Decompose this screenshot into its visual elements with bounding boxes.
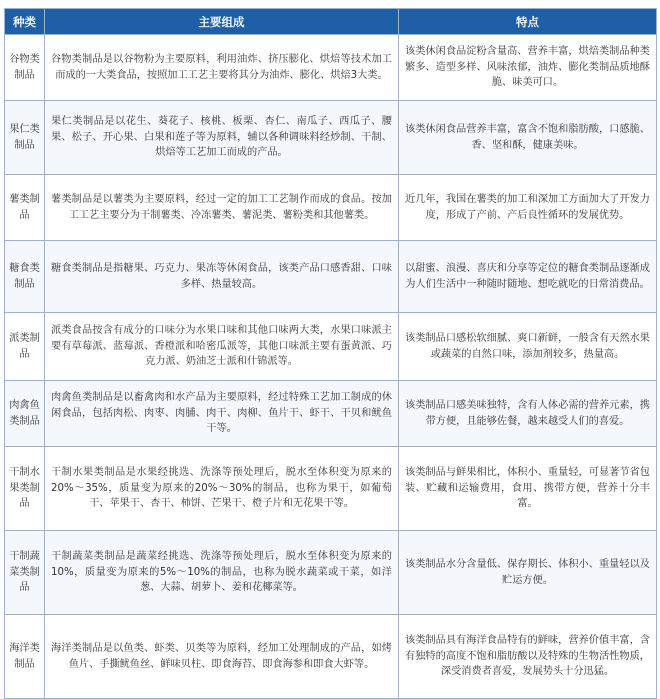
table-row: [5, 447, 657, 531]
row-composition: 谷物类制品是以谷物粉为主要原料，利用油炸、挤压膨化、烘焙等技术加工而成的一大类食品，按照加工工艺主要将其分为油炸、膨化、烘焙3大类。: [45, 35, 399, 101]
header-composition: 主要组成: [45, 9, 399, 35]
table-row: [5, 101, 657, 175]
row-feature: 近几年，我国在薯类的加工和深加工方面加大了开发力度，形成了产前、产后良性循环的发展优势。: [399, 175, 657, 241]
row-feature: 该类制品口感美味独特，含有人体必需的营养元素，携带方便，且能够佐餐，越来越受人们的喜爱。: [399, 381, 657, 447]
table-row: [5, 313, 657, 381]
header-category: 种类: [5, 9, 45, 35]
row-category: 谷物类制品: [5, 35, 45, 101]
row-composition: 干制蔬菜类制品是蔬菜经挑选、洗涤等预处理后，脱水至体积变为原来的10%，质量变为原来的5%～10%的制品，也称为脱水蔬菜或干菜，如洋葱、大蒜、胡萝卜、姜和花椰菜等。: [45, 531, 399, 615]
row-feature: 以甜蜜、浪漫、喜庆和分享等定位的糖食类制品逐渐成为人们生活中一种随时随地、想吃就吃的日常消费品。: [399, 241, 657, 313]
row-composition: 果仁类制品是以花生、葵花子、核桃、板栗、杏仁、南瓜子、西瓜子、腰果、松子、开心果、白果和莲子等为原料，辅以各种调味料经炒制、干制、烘焙等工艺加工而成的产品。: [45, 101, 399, 175]
table-row: [5, 175, 657, 241]
row-feature: 该类休闲食品营养丰富，富含不饱和脂肪酸，口感脆、香、坚和酥，健康美味。: [399, 101, 657, 175]
row-feature: 该类制品与鲜果相比，体积小、重量轻，可显著节省包装、贮藏和运输费用，食用、携带方便，营养十分丰富。: [399, 447, 657, 531]
row-composition: 糖食类制品是指糖果、巧克力、果冻等休闲食品，该类产品口感香甜、口味多样、热量较高。: [45, 241, 399, 313]
row-composition: 肉禽鱼类制品是以畜禽肉和水产品为主要原料，经过特殊工艺加工制成的休闲食品，包括肉松、肉枣、肉脯、肉干、肉柳、鱼片干、虾干、干贝和鱿鱼干等。: [45, 381, 399, 447]
row-category: 干制水果类制品: [5, 447, 45, 531]
row-category: 海洋类制品: [5, 615, 45, 699]
row-category: 果仁类制品: [5, 101, 45, 175]
header-feature: 特点: [399, 9, 657, 35]
row-composition: 派类食品按含有成分的口味分为水果口味和其他口味两大类，水果口味派主要有草莓派、蓝莓派、香橙派和哈密瓜派等，其他口味派主要有蛋黄派、巧克力派、奶油芝士派和什锦派等。: [45, 313, 399, 381]
row-feature: 该类制品水分含量低、保存期长、体积小、重量轻以及贮运方便。: [399, 531, 657, 615]
row-category: 派类制品: [5, 313, 45, 381]
row-composition: 海洋类制品是以鱼类、虾类、贝类等为原料，经加工处理制成的产品，如烤鱼片、手撕鱿鱼丝、鲜味贝柱、即食海苔、即食海参和即食大虾等。: [45, 615, 399, 699]
table-row: [5, 35, 657, 101]
snack-category-table: [4, 8, 657, 699]
row-category: 糖食类制品: [5, 241, 45, 313]
row-category: 薯类制品: [5, 175, 45, 241]
table-header-row: [5, 9, 657, 35]
row-feature: 该类制品口感松软细腻、爽口新鲜，一般含有天然水果或蔬菜的自然口味，添加剂较多，热量高。: [399, 313, 657, 381]
table-row: [5, 531, 657, 615]
row-category: 肉禽鱼类制品: [5, 381, 45, 447]
row-composition: 薯类制品是以薯类为主要原料，经过一定的加工工艺制作而成的食品。按加工工艺主要分为干制薯类、冷冻薯类、薯泥类、薯粉类和其他薯类。: [45, 175, 399, 241]
table-row: [5, 381, 657, 447]
table-row: [5, 615, 657, 699]
table-row: [5, 241, 657, 313]
row-composition: 干制水果类制品是水果经挑选、洗涤等预处理后，脱水至体积变为原来的20%～35%，质量变为原来的20%～30%的制品，也称为果干，如葡萄干、苹果干、杏干、柿饼、芒果干、橙子片和无花果干等。: [45, 447, 399, 531]
row-feature: 该类制品具有海洋食品特有的鲜味，营养价值丰富，含有独特的高度不饱和脂肪酸以及特殊的生物活性物质，深受消费者喜爱，发展势头十分迅猛。: [399, 615, 657, 699]
row-category: 干制蔬菜类制品: [5, 531, 45, 615]
row-feature: 该类休闲食品淀粉含量高、营养丰富，烘焙类制品种类繁多、造型多样、风味浓郁，油炸、膨化类制品质地酥脆、味美可口。: [399, 35, 657, 101]
